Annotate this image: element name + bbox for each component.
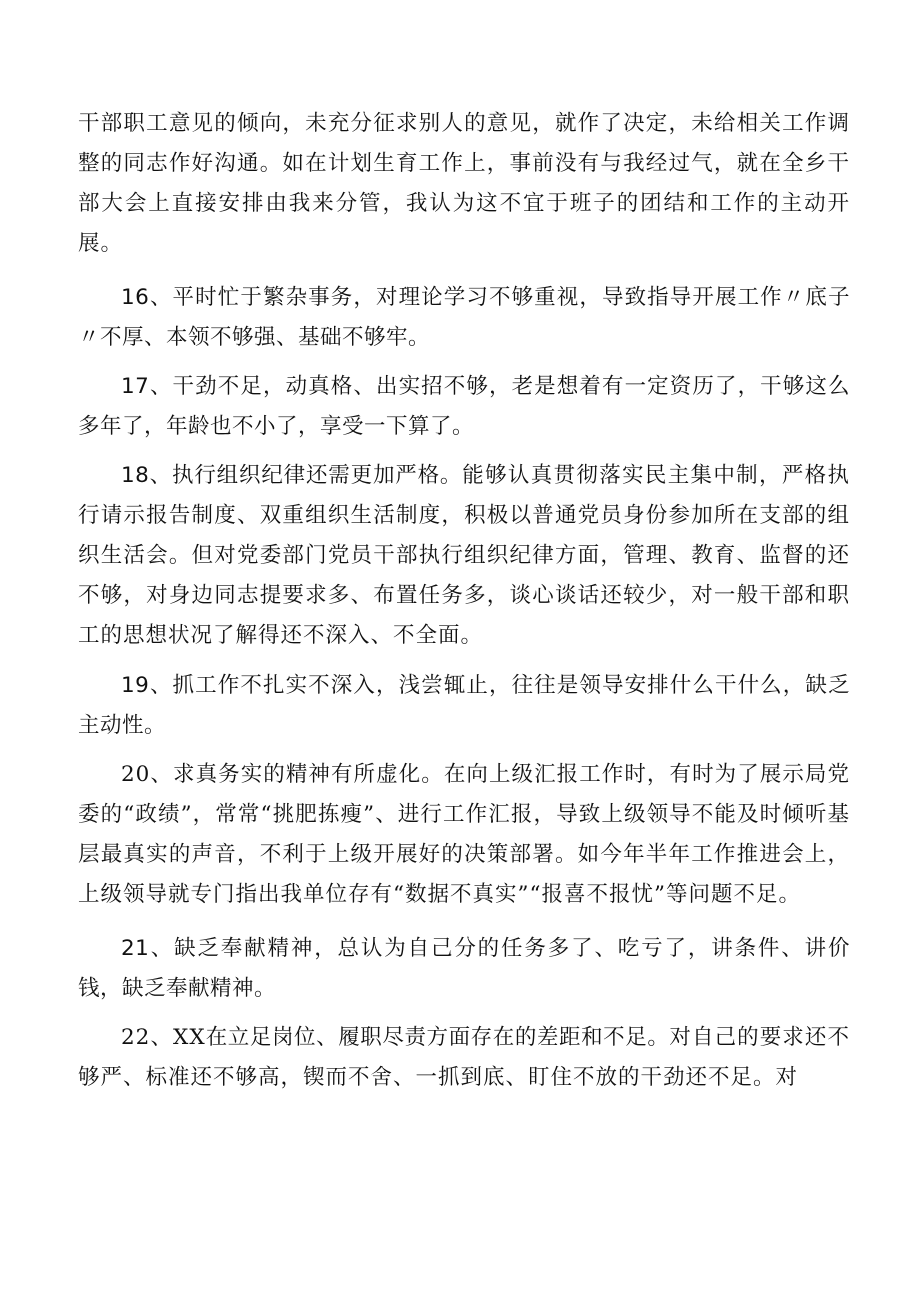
paragraph-item-20: 20、求真务实的精神有所虚化。在向上级汇报工作时，有时为了展示局党委的“政绩”，常常“挑肥拣瘦”、进行工作汇报，导致上级领导不能及时倾听基层最真实的声音，不利于上级开展好的决策部署。如今年半年工作推进会上，上级领导就专门指出我单位存有“数据不真实”“报喜不报忧”等问题不足。 — [78, 762, 850, 907]
paragraph-item-22 — [78, 1018, 850, 1098]
document-page — [78, 104, 850, 1098]
item-22-heading: 在立足岗位、履职尽责方面存在的差距和不足。 — [205, 1025, 670, 1050]
item-22-number: 22、XX — [121, 1025, 206, 1050]
item-18-heading: 18、执行组织纪律还需更加严格。 — [121, 463, 463, 488]
paragraph-item-16: 16、平时忙于繁杂事务，对理论学习不够重视，导致指导开展工作〃底子〃不厚、本领不够强、基础不够牢。 — [78, 285, 850, 350]
item-22-body: 对自己的要求还不够严、标准还不够高，锲而不舍、一抓到底、盯住不放的干劲还不足。对 — [78, 1025, 850, 1090]
paragraph-item-21: 21、缺乏奉献精神，总认为自己分的任务多了、吃亏了，讲条件、讲价钱，缺乏奉献精神。 — [78, 936, 850, 1001]
paragraph-item-17: 17、干劲不足，动真格、出实招不够，老是想着有一定资历了，干够这么多年了，年龄也不小了，享受一下算了。 — [78, 374, 850, 439]
paragraph-item-19: 19、抓工作不扎实不深入，浅尝辄止，往往是领导安排什么干什么，缺乏主动性。 — [78, 673, 850, 738]
paragraph-continuation: 干部职工意见的倾向，未充分征求别人的意见，就作了决定，未给相关工作调整的同志作好沟通。如在计划生育工作上，事前没有与我经过气，就在全乡干部大会上直接安排由我来分管，我认为这不宜于班子的团结和工作的主动开展。 — [78, 111, 850, 256]
paragraph-item-18 — [78, 456, 850, 656]
item-18-body: 能够认真贯彻落实民主集中制，严格执行请示报告制度、双重组织生活制度，积极以普通党员身份参加所在支部的组织生活会。但对党委部门党员干部执行组织纪律方面，管理、教育、监督的还不够，对身边同志提要求多、布置任务多，谈心谈话还较少，对一般干部和职工的思想状况了解得还不深入、不全面。 — [78, 463, 850, 648]
